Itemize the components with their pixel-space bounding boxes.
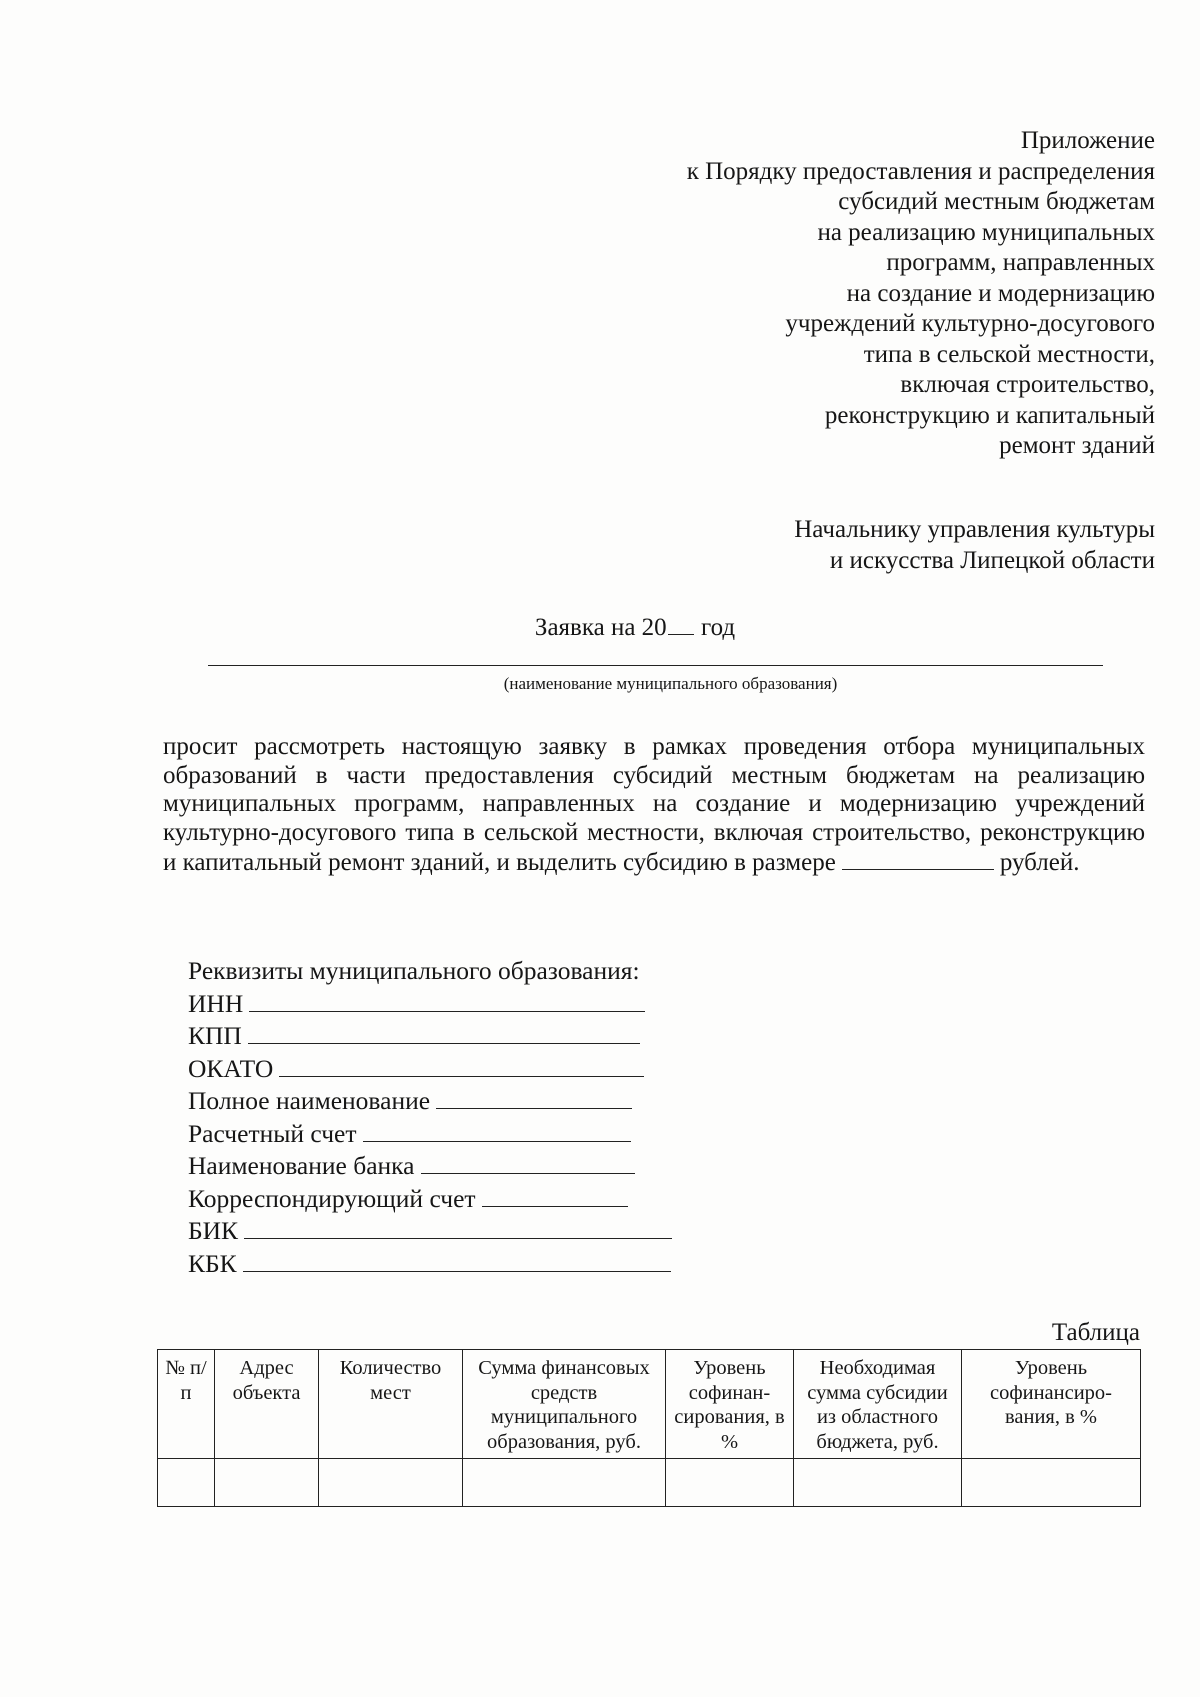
header-required-subsidy: Необходимая сумма субсидии из областного бюджета, руб.	[794, 1350, 962, 1459]
appendix-line: учреждений культурно-досугового	[785, 310, 1155, 337]
appendix-line: включая строительство,	[900, 371, 1155, 398]
addressee-block	[595, 515, 1155, 576]
appendix-line: Приложение	[1020, 127, 1155, 154]
subsidy-amount-field[interactable]	[842, 847, 994, 870]
table-cell[interactable]	[666, 1459, 794, 1507]
municipality-caption: (наименование муниципального образования)	[503, 674, 838, 693]
requisite-okato-row	[188, 1053, 808, 1086]
header-seats: Количество мест	[319, 1350, 463, 1459]
requisite-full-name-row	[188, 1085, 808, 1118]
subsidy-table	[157, 1349, 1141, 1507]
year-blank-field[interactable]	[668, 612, 694, 635]
table-cell[interactable]	[158, 1459, 215, 1507]
request-body-currency: рублей.	[999, 849, 1080, 876]
appendix-line: к Порядку предоставления и распределения	[686, 157, 1155, 185]
requisite-bank-field[interactable]	[421, 1151, 635, 1174]
requisite-inn-field[interactable]	[249, 989, 645, 1012]
appendix-header	[595, 126, 1155, 462]
requisite-kbk-label: КБК	[188, 1248, 237, 1278]
requisite-okato-field[interactable]	[279, 1054, 644, 1077]
appendix-line: реконструкцию и капитальный	[824, 401, 1155, 429]
requisite-bik-label: БИК	[188, 1216, 239, 1245]
addressee-line: Начальнику управления культуры	[794, 516, 1155, 543]
requisite-okato-label: ОКАТО	[188, 1053, 274, 1083]
request-body	[163, 733, 1145, 878]
requisite-account-label: Расчетный счет	[188, 1118, 357, 1148]
header-num: № п/п	[158, 1350, 215, 1459]
requisite-bank-row	[188, 1150, 808, 1183]
table-header-row	[158, 1350, 1141, 1459]
requisite-account-field[interactable]	[363, 1119, 631, 1142]
requisite-kpp-field[interactable]	[248, 1021, 640, 1044]
appendix-line: субсидий местным бюджетам	[838, 188, 1155, 215]
requisite-kpp-label: КПП	[188, 1021, 242, 1050]
appendix-line: типа в сельской местности,	[863, 340, 1155, 368]
addressee-line: и искусства Липецкой области	[829, 546, 1155, 574]
table-cell[interactable]	[962, 1459, 1141, 1507]
table-cell[interactable]	[319, 1459, 463, 1507]
requisite-inn-label: ИНН	[188, 988, 244, 1018]
requisite-bank-label: Наименование банка	[188, 1151, 415, 1180]
requisite-kpp-row	[188, 1020, 808, 1053]
header-address: Адрес объекта	[215, 1350, 319, 1459]
table-label: Таблица	[1051, 1319, 1140, 1346]
requisite-kbk-field[interactable]	[243, 1249, 671, 1272]
request-body-text: просит рассмотреть настоящую заявку в рамках проведения отбора муниципальных образований в части предоставления субсидий местным бюджетам на реализацию муниципальных программ, направленных на создание и модернизацию учреждений культурно-досугового типа в сельской местности, включая строительство, реконструкцию и капитальный ремонт зданий, и выделить субсидию в размере	[163, 733, 1145, 876]
request-title-year-word: год	[700, 614, 736, 641]
request-title-text: Заявка на 20	[534, 614, 667, 641]
municipality-name-field[interactable]	[208, 665, 1103, 666]
header-cofinancing-level: Уровень софинан-сирования, в %	[666, 1350, 794, 1459]
header-cofinancing-level-2: Уровень софинансиро-вания, в %	[962, 1350, 1141, 1459]
appendix-line: программ, направленных	[886, 249, 1155, 276]
appendix-line: ремонт зданий	[999, 432, 1155, 459]
requisite-corr-account-field[interactable]	[482, 1184, 628, 1207]
request-title	[0, 612, 1200, 643]
header-municipal-funds: Сумма финансовых средств муниципального образования, руб.	[463, 1350, 666, 1459]
requisite-corr-account-label: Корреспондирующий счет	[188, 1183, 476, 1213]
requisite-account-row	[188, 1118, 808, 1151]
table-row	[158, 1459, 1141, 1507]
requisites-block	[188, 955, 808, 1280]
table-cell[interactable]	[794, 1459, 962, 1507]
requisite-bik-row	[188, 1215, 808, 1248]
table-cell[interactable]	[463, 1459, 666, 1507]
requisite-full-name-field[interactable]	[436, 1086, 632, 1109]
requisite-full-name-label: Полное наименование	[188, 1086, 431, 1115]
appendix-line: на создание и модернизацию	[846, 279, 1155, 307]
requisite-corr-account-row	[188, 1183, 808, 1216]
requisites-heading: Реквизиты муниципального образования:	[188, 956, 640, 985]
appendix-line: на реализацию муниципальных	[817, 218, 1155, 246]
requisite-inn-row	[188, 988, 808, 1021]
requisite-kbk-row	[188, 1248, 808, 1281]
table-cell[interactable]	[215, 1459, 319, 1507]
requisite-bik-field[interactable]	[244, 1216, 672, 1239]
